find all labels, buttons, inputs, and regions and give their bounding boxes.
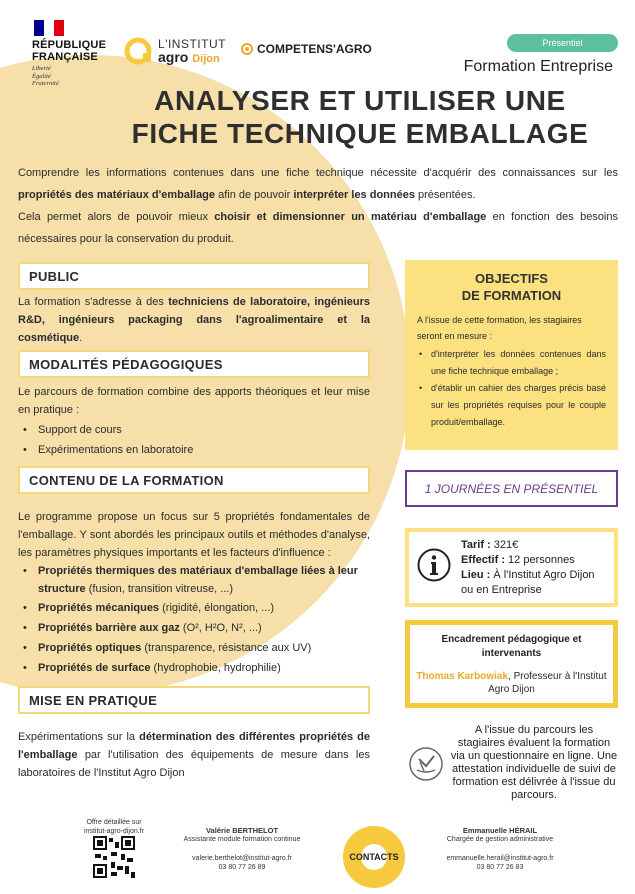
- contact-1-role: Assistante module formation continue: [183, 836, 301, 843]
- contact-1-email[interactable]: valerie.berthelot@institut-agro.fr: [192, 855, 292, 862]
- objectifs-list: [417, 346, 606, 431]
- contact-2: [430, 826, 570, 872]
- contact-1-name: Valérie BERTHELOT: [205, 826, 279, 835]
- contact-2-role: Chargée de gestion administrative: [446, 836, 554, 843]
- modalites-text: Le parcours de formation combine des apports théoriques et leur mise en pratique :: [18, 386, 370, 416]
- french-flag-icon: [34, 20, 64, 36]
- institut-agro-label: L'INSTITUT: [158, 37, 226, 51]
- info-icon: [416, 547, 452, 583]
- contacts-badge: CONTACTS: [343, 826, 405, 888]
- list-item: • Expérimentations en laboratoire: [18, 440, 370, 460]
- contact-2-name: Emmanuelle HÉRAIL: [462, 826, 538, 835]
- format-badge: Présentiel: [507, 34, 618, 52]
- intro-text: Comprendre les informations contenues dans une fiche technique nécessite d'acquérir des connaissances sur les propriétés des matériaux d'emballage afin de pouvoir interpréter les données présentées. Cela permet alors de pouvoir mieux choisir et dimensionner un matériau d'emballage en fonction des besoins nécessaires pour la conservation du produit.: [18, 167, 618, 245]
- encadrement-box: [405, 620, 618, 708]
- objectifs-title: OBJECTIFS DE FORMATION: [461, 271, 562, 303]
- list-item: • d'établir un cahier des charges précis basé sur les propriétés requises pour le couple produit/emballage.: [417, 380, 606, 431]
- duration-box: 1 JOURNÉES EN PRÉSENTIEL: [405, 470, 618, 507]
- republique-motto: Liberté Égalité Fraternité: [32, 65, 59, 87]
- public-text: La formation s'adresse à des techniciens de laboratoire, ingénieurs R&D, ingénieurs packaging dans l'agroalimentaire et la cosmétique.: [18, 296, 370, 344]
- encadrement-person: Thomas Karbowiak, Professeur à l'Institut Agro Dijon: [416, 671, 607, 695]
- section-title-modalites: MODALITÉS PÉDAGOGIQUES: [18, 350, 370, 378]
- contact-1: [172, 826, 312, 872]
- offre-detaillee: Offre détaillée sur institut-agro-dijon.fr: [84, 819, 144, 835]
- contenu-list: [18, 562, 370, 678]
- objectifs-intro: A l'issue de cette formation, les stagiaires seront en mesure :: [417, 315, 582, 341]
- contact-2-email[interactable]: emmanuelle.herail@institut-agro.fr: [446, 855, 554, 862]
- evaluation-text: A l'issue du parcours les stagiaires évaluent la formation via un questionnaire en ligne. Une attestation individuelle de suivi de formation est délivrée à l'issue du parcours.: [450, 724, 618, 801]
- section-title-contenu: CONTENU DE LA FORMATION: [18, 466, 370, 494]
- contact-1-phone: 03 80 77 26 89: [218, 864, 266, 871]
- modalites-list: [18, 420, 370, 460]
- encadrement-title: Encadrement pédagogique et intervenants: [441, 634, 582, 659]
- institut-agro-name: agro Dijon: [158, 49, 220, 65]
- list-item: • d'interpréter les données contenues dans une fiche technique emballage ;: [417, 346, 606, 380]
- list-item: • Propriétés mécaniques (rigidité, élongation, ...): [18, 598, 370, 618]
- formation-type: Formation Entreprise: [463, 58, 613, 75]
- list-item: • Propriétés optiques (transparence, résistance aux UV): [18, 638, 370, 658]
- contact-2-phone: 03 80 77 26 83: [476, 864, 524, 871]
- competens-agro-logo-icon: [240, 42, 254, 56]
- institut-agro-logo-icon: [124, 36, 154, 66]
- contenu-text: Le programme propose un focus sur 5 propriétés fondamentales de l'emballage. Y sont abordés les principaux outils et méthodes d'analyse, les paramètres physiques importants et les facteurs d'influence :: [18, 511, 370, 559]
- section-title-pratique: MISE EN PRATIQUE: [18, 686, 370, 714]
- competens-agro-name: COMPETENS'AGRO: [257, 42, 372, 56]
- objectifs-box: [405, 260, 618, 450]
- page-title: ANALYSER ET UTILISER UNE FICHE TECHNIQUE EMBALLAGE: [131, 85, 589, 149]
- checklist-icon: [408, 746, 444, 782]
- info-box: [405, 528, 618, 607]
- list-item: • Propriétés thermiques des matériaux d'emballage liées à leur structure (fusion, transition vitreuse, ...): [18, 562, 370, 598]
- pratique-text: Expérimentations sur la détermination des différentes propriétés de l'emballage par l'utilisation des équipements de mesure dans les laboratoires de l'Institut Agro Dijon: [18, 731, 370, 779]
- list-item: • Propriétés barrière aux gaz (O², H²O, N², ...): [18, 618, 370, 638]
- republique-francaise-logo: RÉPUBLIQUE FRANÇAISE: [32, 39, 107, 63]
- qr-code-icon[interactable]: [93, 836, 135, 878]
- list-item: • Support de cours: [18, 420, 370, 440]
- info-details: Tarif : 321€ Effectif : 12 personnes Lieu : À l'Institut Agro Dijon ou en Entreprise: [461, 539, 595, 596]
- list-item: • Propriétés de surface (hydrophobie, hydrophilie): [18, 658, 370, 678]
- section-title-public: PUBLIC: [18, 262, 370, 290]
